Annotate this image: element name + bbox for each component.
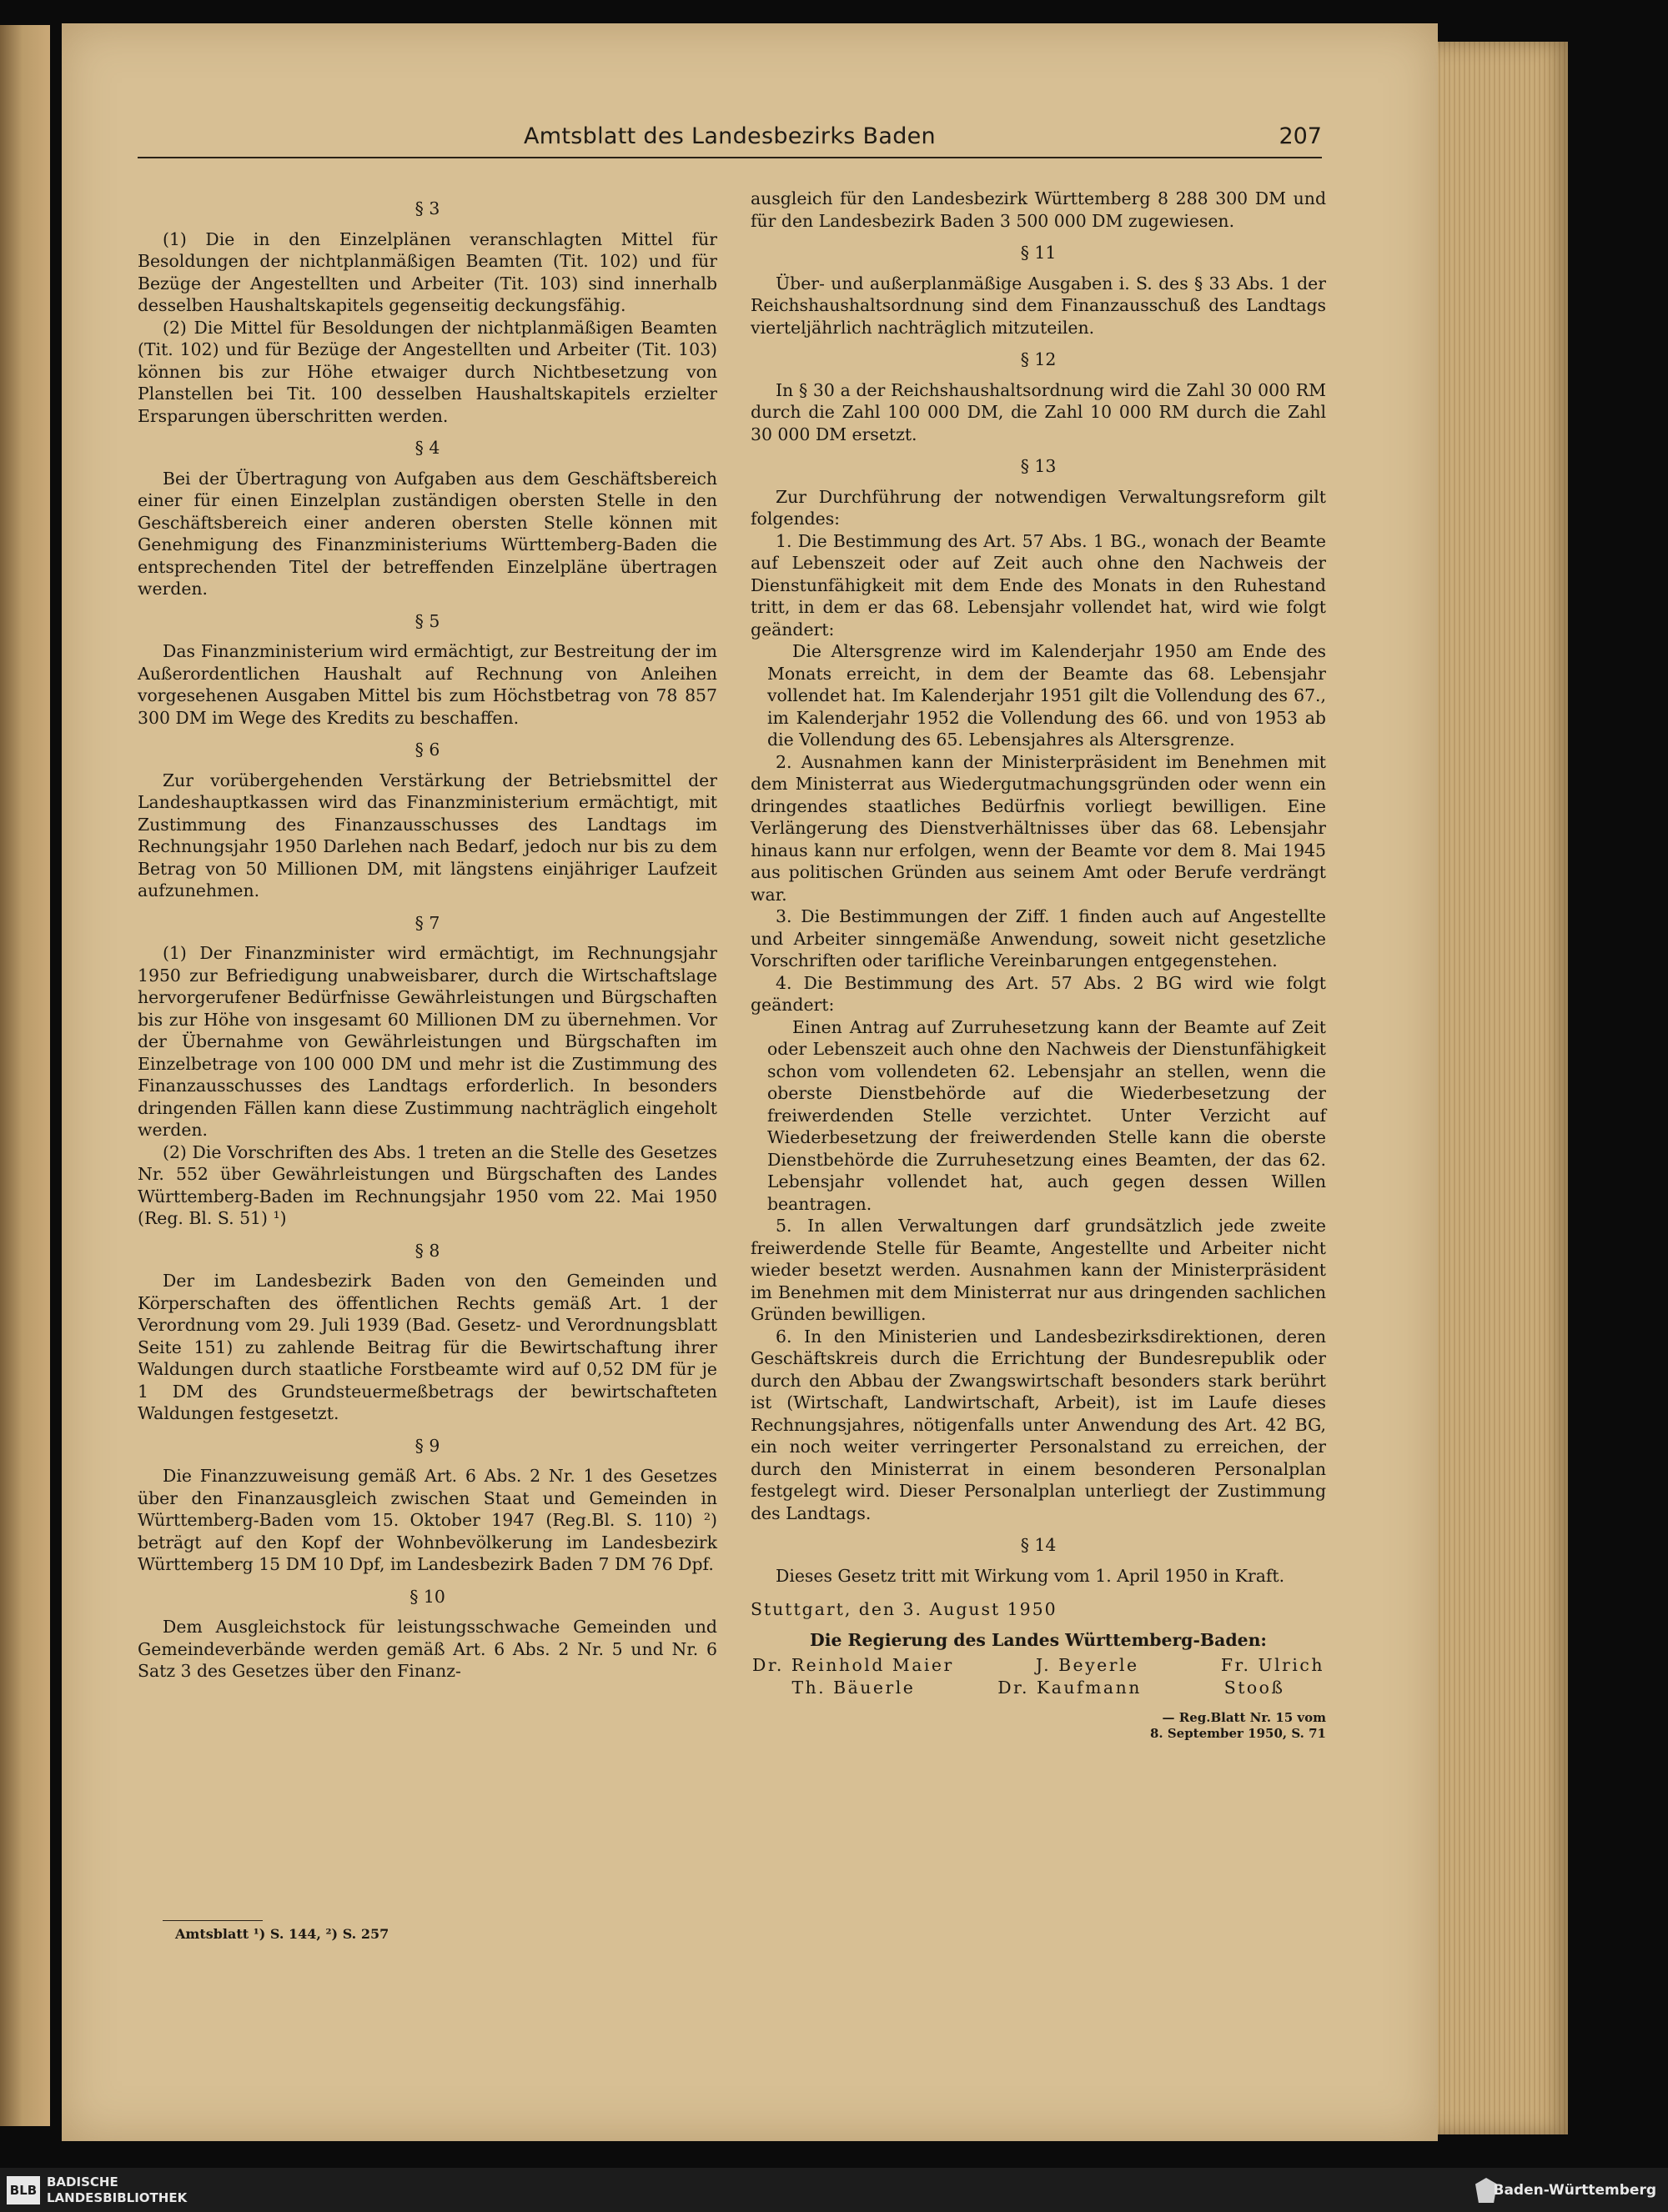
- section-heading: § 4: [414, 438, 440, 458]
- footnote: Amtsblatt ¹) S. 144, ²) S. 257: [175, 1926, 389, 1942]
- paragraph: Der im Landesbezirk Baden von den Gemeinden und Körperschaften des öffentlichen Rechts gemäß Art. 1 der Verordnung vom 29. Juli 1939 (Bad. Gesetz- und Verordnungsblatt Seite 151) zu zahlende Beitrag für die Bewirtschaftung ihrer Waldungen durch staatliche Forstbeamte wird auf 0,52 DM für je 1 DM des Grundsteuermeßbetrags der bewirtschafteten Waldungen festgesetzt.: [138, 1271, 717, 1423]
- paragraph: Dieses Gesetz tritt mit Wirkung vom 1. April 1950 in Kraft.: [776, 1565, 1285, 1586]
- paragraph: ausgleich für den Landesbezirk Württemberg 8 288 300 DM und für den Landesbezirk Baden 3 500 000 DM zugewiesen.: [751, 188, 1326, 231]
- right-text-column: [751, 188, 1326, 1742]
- book-page-block: [1426, 42, 1568, 2134]
- section-heading: § 7: [414, 912, 440, 933]
- signatory: J. Beyerle: [1036, 1655, 1139, 1675]
- blb-logo-icon: BLB: [7, 2176, 40, 2204]
- signature-block: [751, 1598, 1326, 1742]
- signatory: Dr. Reinhold Maier: [752, 1655, 954, 1675]
- section-heading: § 10: [409, 1586, 445, 1607]
- paragraph: Dem Ausgleichstock für leistungsschwache Gemeinden und Gemeindeverbände werden gemäß Art. 6 Abs. 2 Nr. 5 und Nr. 6 Satz 3 des Gesetzes über den Finanz-: [138, 1617, 717, 1681]
- section-heading: § 14: [1020, 1535, 1057, 1555]
- left-page-edge: [0, 25, 50, 2126]
- signatories-row-1: [751, 1654, 1326, 1677]
- header-title: Amtsblatt des Landesbezirks Baden: [524, 123, 936, 149]
- signatory: Dr. Kaufmann: [997, 1677, 1142, 1698]
- source-reference: [751, 1710, 1326, 1742]
- section-heading: § 12: [1020, 349, 1057, 369]
- paragraph: 6. In den Ministerien und Landesbezirksdirektionen, deren Geschäftskreis durch die Errichtung der Bundesrepublik oder durch den Abbau der Zwangswirtschaft besonders stark berührt ist (Wirtschaft, Landwirtschaft, Arbeit), ist im Laufe dieses Rechnungsjahres, nötigenfalls unter Anwendung des Art. 42 BG, ein noch weiter verringerter Personalstand zu erreichen, der durch den Ministerrat in einem besonderen Personalplan festgelegt wird. Dieser Personalplan unterliegt der Zustimmung des Landtags.: [751, 1326, 1326, 1523]
- section-heading: § 9: [414, 1435, 440, 1456]
- source-line: 8. September 1950, S. 71: [1149, 1726, 1326, 1741]
- paragraph: 3. Die Bestimmungen der Ziff. 1 finden auch auf Angestellte und Arbeiter sinngemäße Anwendung, soweit nicht gesetzliche Vorschriften oder tarifliche Vereinbarungen entgegenstehen.: [751, 906, 1326, 971]
- footnote-divider: [163, 1920, 263, 1921]
- paragraph: 2. Ausnahmen kann der Ministerpräsident im Benehmen mit dem Ministerrat aus Wiedergutmachungsgründen oder wenn ein dringendes staatliches Bedürfnis vorliegt bewilligen. Eine Verlängerung des Dienstverhältnisses über das 68. Lebensjahr hinaus kann nur erfolgen, wenn der Beamte vor dem 8. Mai 1945 aus politischen Gründen aus seinem Amt oder Berufe verdrängt war.: [751, 751, 1326, 905]
- signatory: Stooß: [1223, 1677, 1285, 1698]
- page-number: 207: [1279, 123, 1322, 149]
- paragraph: (1) Die in den Einzelplänen veranschlagten Mittel für Besoldungen der nichtplanmäßigen Beamten (Tit. 102) und für Bezüge der Angestellten und Arbeiter (Tit. 103) sind innerhalb desselben Haushaltskapitels gegenseitig deckungsfähig.: [138, 228, 717, 315]
- section-heading: § 8: [414, 1240, 440, 1261]
- section-heading: § 3: [414, 198, 440, 218]
- library-footer-bar: [0, 2168, 1668, 2212]
- paragraph: Bei der Übertragung von Aufgaben aus dem Geschäftsbereich einer für einen Einzelplan zuständigen obersten Stelle in den Geschäftsbereich einer anderen obersten Stelle können mit Genehmigung des Finanzministeriums Württemberg-Baden die entsprechenden Titel der betreffenden Einzelpläne übertragen werden.: [138, 468, 717, 599]
- signatory: Th. Bäuerle: [791, 1677, 916, 1698]
- paragraph: 4. Die Bestimmung des Art. 57 Abs. 2 BG wird wie folgt geändert:: [751, 972, 1326, 1015]
- section-heading: § 5: [414, 610, 440, 631]
- paragraph: Über- und außerplanmäßige Ausgaben i. S. des § 33 Abs. 1 der Reichshaushaltsordnung sind dem Finanzausschuß des Landtags vierteljährlich nachträglich mitzuteilen.: [751, 273, 1326, 338]
- paragraph: 5. In allen Verwaltungen darf grundsätzlich jede zweite freiwerdende Stelle für Beamte, Angestellte und Arbeiter nicht wieder besetzt werden. Ausnahmen kann der Ministerpräsident im Benehmen mit dem Ministerrat nur aus dringenden sachlichen Gründen bewilligen.: [751, 1216, 1326, 1324]
- paragraph: (2) Die Vorschriften des Abs. 1 treten an die Stelle des Gesetzes Nr. 552 über Gewährleistungen und Bürgschaften des Landes Württemberg-Baden im Rechnungsjahr 1950 vom 22. Mai 1950 (Reg. Bl. S. 51) ¹): [138, 1141, 717, 1228]
- section-heading: § 6: [414, 740, 440, 760]
- indented-paragraph: Die Altersgrenze wird im Kalenderjahr 1950 am Ende des Monats erreicht, in dem der Beamte das 68. Lebensjahr vollendet hat. Im Kalenderjahr 1951 gilt die Vollendung des 67., im Kalenderjahr 1952 die Vollendung des 66. und von 1953 ab die Vollendung des 65. Lebensjahres als Altersgrenze.: [767, 641, 1326, 750]
- paragraph: (1) Der Finanzminister wird ermächtigt, im Rechnungsjahr 1950 zur Befriedigung unabweisbarer, durch die Wirtschaftslage hervorgerufener Bedürfnisse Gewährleistungen und Bürgschaften bis zur Höhe von insgesamt 60 Millionen DM zu übernehmen. Vor der Übernahme von Gewährleistungen und Bürgschaften im Einzelbetrage von 100 000 DM und mehr ist die Zustimmung des Finanzausschusses des Landtags erforderlich. In besonders dringenden Fällen kann diese Zustimmung nachträglich eingeholt werden.: [138, 943, 717, 1140]
- right-column-body: [751, 188, 1326, 1587]
- paragraph: In § 30 a der Reichshaushaltsordnung wird die Zahl 30 000 RM durch die Zahl 100 000 DM, die Zahl 10 000 RM durch die Zahl 30 000 DM ersetzt.: [751, 379, 1326, 444]
- left-text-column: [138, 188, 717, 1683]
- paragraph: (2) Die Mittel für Besoldungen der nichtplanmäßigen Beamten (Tit. 102) und für Bezüge der Angestellten und Arbeiter (Tit. 103) können bis zur Höhe etwaiger durch Nichtbesetzung von Planstellen bei Tit. 100 desselben Haushaltskapitels erzielter Ersparungen überschritten werden.: [138, 317, 717, 426]
- indented-paragraph: Einen Antrag auf Zurruhesetzung kann der Beamte auf Zeit oder Lebenszeit auch ohne den Nachweis der Dienstunfähigkeit schon vom vollendeten 62. Lebensjahr an stellen, wenn die oberste Dienstbehörde auf die Wiederbesetzung der freiwerdenden Stelle verzichtet. Unter Verzicht auf Wiederbesetzung der freiwerdenden Stelle kann die oberste Dienstbehörde die Zurruhesetzung eines Beamten, der das 62. Lebensjahr vollendet hat, auch gegen dessen Willen beantragen.: [767, 1016, 1326, 1214]
- signatories-row-2: [751, 1677, 1326, 1699]
- page-header: [138, 123, 1322, 158]
- paragraph: Zur vorübergehenden Verstärkung der Betriebsmittel der Landeshauptkassen wird das Finanzministerium ermächtigt, mit Zustimmung des Finanzausschusses des Landtags im Rechnungsjahr 1950 Darlehen nach Bedarf, jedoch nur bis zu dem Betrag von 50 Millionen DM, mit längstens einjähriger Laufzeit aufzunehmen.: [138, 770, 717, 900]
- signatory: Fr. Ulrich: [1220, 1655, 1324, 1675]
- section-heading: § 13: [1020, 456, 1057, 476]
- region-label: Baden-Württemberg: [1493, 2182, 1656, 2199]
- paragraph: Zur Durchführung der notwendigen Verwaltungsreform gilt folgendes:: [751, 486, 1326, 529]
- section-heading: § 11: [1020, 243, 1057, 263]
- library-name-line: BADISCHE: [47, 2174, 118, 2189]
- paragraph: Das Finanzministerium wird ermächtigt, zur Bestreitung der im Außerordentlichen Haushalt auf Rechnung von Anleihen vorgesehenen Ausgaben Mittel bis zum Höchstbetrag von 78 857 300 DM im Wege des Kredits zu beschaffen.: [138, 641, 717, 728]
- paragraph: 1. Die Bestimmung des Art. 57 Abs. 1 BG., wonach der Beamte auf Lebenszeit oder auf Zeit auch ohne den Nachweis der Dienstunfähigkeit mit dem Ende des Monats in den Ruhestand tritt, in dem er das 68. Lebensjahr vollendet hat, wird wie folgt geändert:: [751, 530, 1326, 640]
- library-name-line: LANDESBIBLIOTHEK: [47, 2190, 188, 2205]
- source-line: — Reg.Blatt Nr. 15 vom: [1162, 1710, 1326, 1725]
- paragraph: Die Finanzzuweisung gemäß Art. 6 Abs. 2 Nr. 1 des Gesetzes über den Finanzausgleich zwischen Staat und Gemeinden in Württemberg-Baden vom 15. Oktober 1947 (Reg.Bl. S. 110) ²) beträgt auf den Kopf der Wohnbevölkerung im Landesbezirk Württemberg 15 DM 10 Dpf, im Landesbezirk Baden 7 DM 76 Dpf.: [138, 1466, 717, 1574]
- government-title: Die Regierung des Landes Württemberg-Baden:: [810, 1629, 1267, 1650]
- place-date: Stuttgart, den 3. August 1950: [751, 1599, 1058, 1619]
